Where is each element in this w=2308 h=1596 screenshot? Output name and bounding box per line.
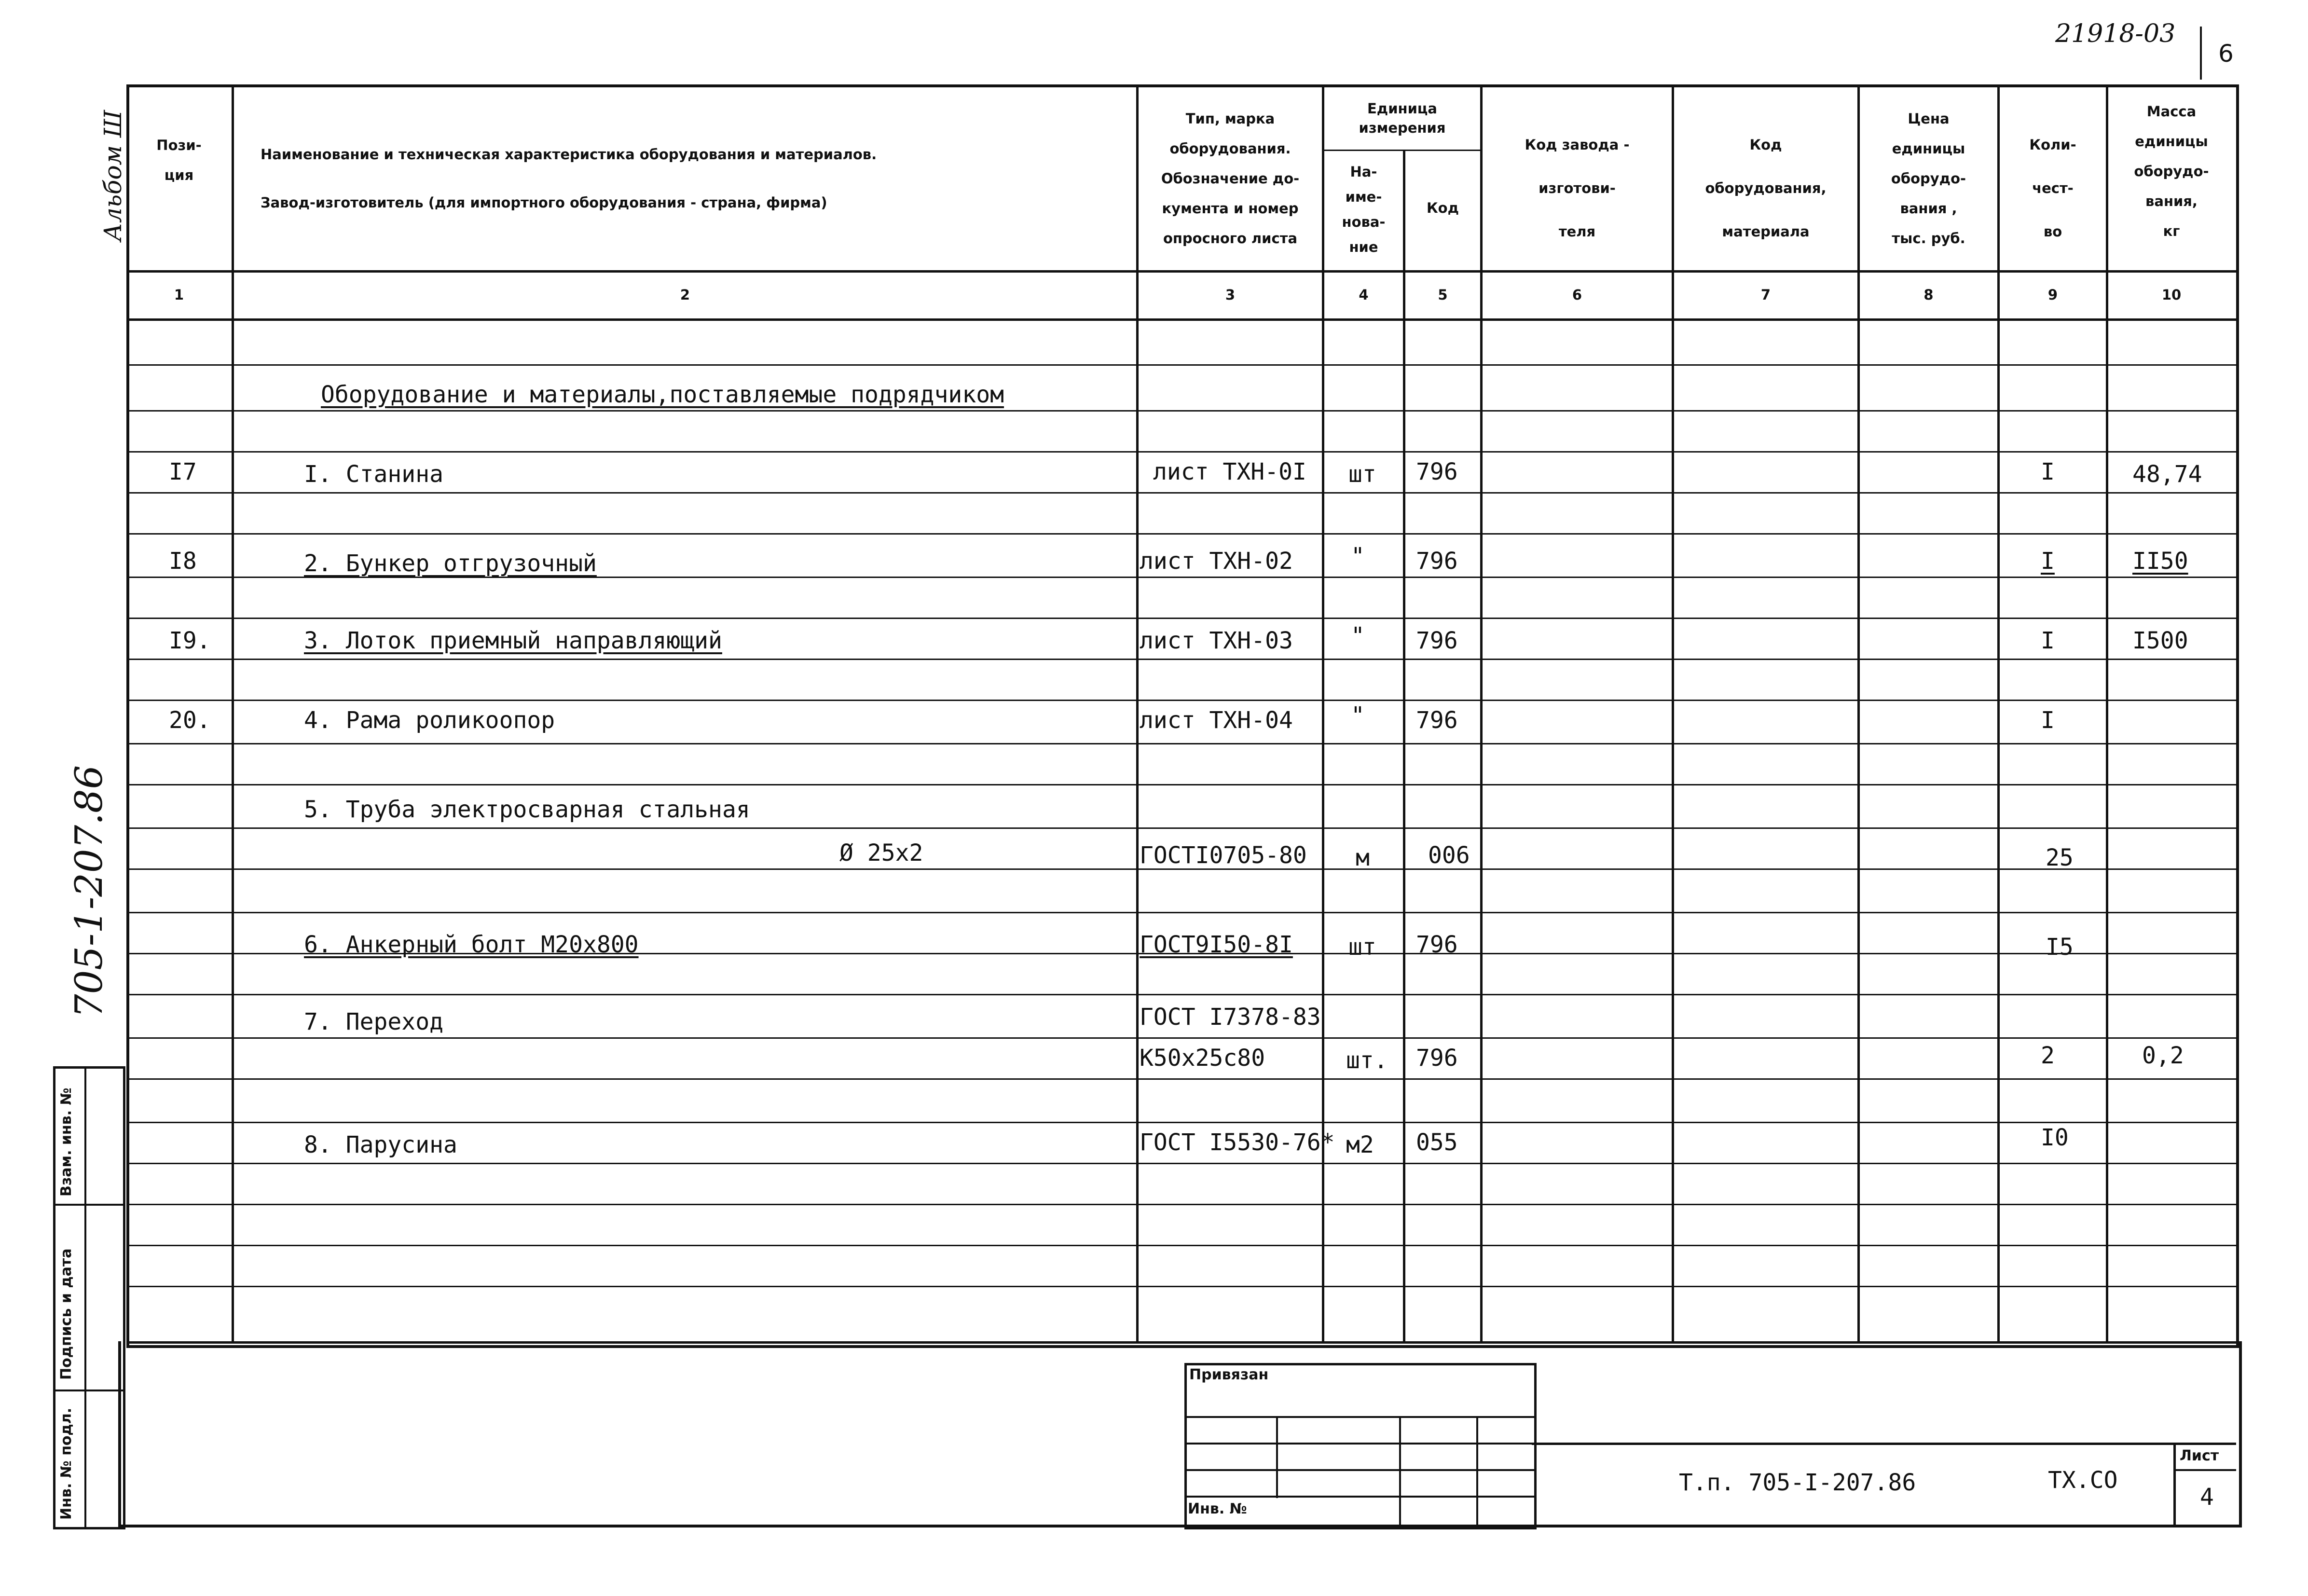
row-6-name: Ø 25x2 bbox=[839, 839, 923, 867]
row-9-type: К50х25с80 bbox=[1140, 1045, 1265, 1072]
album-label: Альбом Ш bbox=[99, 110, 127, 241]
row-2-qty: I bbox=[2041, 548, 2055, 575]
row-7-name: 6. Анкерный болт М20х800 bbox=[304, 931, 639, 958]
row-4-code: 796 bbox=[1416, 707, 1458, 734]
row-5-name: 5. Труба электросварная стальная bbox=[304, 796, 750, 823]
row-2-code: 796 bbox=[1416, 548, 1458, 575]
row-6-unit: м bbox=[1356, 844, 1370, 871]
row-1-qty: I bbox=[2041, 458, 2055, 485]
header-type: Тип, марка оборудования. Обозначение до- кумента и номер опросного листа bbox=[1161, 110, 1300, 247]
row-1-name: I. Станина bbox=[304, 461, 443, 488]
colnum-4: 4 bbox=[1359, 287, 1369, 303]
row-8-name: 7. Переход bbox=[304, 1008, 443, 1035]
colnum-8: 8 bbox=[1923, 287, 1934, 303]
colnum-7: 7 bbox=[1760, 287, 1771, 303]
row-9-qty: 2 bbox=[2041, 1042, 2055, 1069]
header-unit: Единица измерения bbox=[1359, 100, 1446, 136]
sheet-label: Лист bbox=[2180, 1447, 2219, 1464]
header-qty: Коли- чест- во bbox=[2029, 137, 2076, 240]
row-9-unit: шт. bbox=[1346, 1047, 1388, 1074]
doc-number: Т.п. 705-I-207.86 bbox=[1679, 1469, 1916, 1496]
inv-number-label: Инв. № bbox=[1188, 1500, 1247, 1517]
strip-inv-podl: Инв. № подл. bbox=[58, 1407, 75, 1520]
row-6-qty: 25 bbox=[2046, 844, 2074, 871]
row-3-unit: " bbox=[1351, 622, 1365, 649]
row-3-name: 3. Лоток приемный направляющий bbox=[304, 627, 722, 654]
row-4-qty: I bbox=[2041, 707, 2055, 734]
row-4-name: 4. Рама роликоопор bbox=[304, 707, 555, 734]
header-unit-code: Код bbox=[1426, 200, 1459, 216]
colnum-10: 10 bbox=[2161, 287, 2182, 303]
row-6-type: ГОСТI0705-80 bbox=[1140, 842, 1307, 869]
header-unit-name: На- име- нова- ние bbox=[1342, 164, 1386, 255]
corner-divider bbox=[2200, 27, 2202, 80]
row-2-name: 2. Бункер отгрузочный bbox=[304, 550, 597, 577]
row-2-unit: " bbox=[1351, 543, 1365, 570]
header-position: Пози- ция bbox=[156, 137, 202, 183]
header-name: Наименование и техническая характеристика оборудования и материалов. Завод-изготовитель (для импортного оборудования - страна, фирма) bbox=[261, 146, 877, 211]
row-1-mass: 48,74 bbox=[2132, 461, 2202, 488]
bottom-frame bbox=[118, 1341, 2242, 1527]
row-3-qty: I bbox=[2041, 627, 2055, 654]
row-7-code: 796 bbox=[1416, 931, 1458, 958]
colnum-2: 2 bbox=[680, 287, 690, 303]
corner-code: 21918-03 bbox=[2055, 19, 2176, 48]
colnum-5: 5 bbox=[1438, 287, 1448, 303]
row-4-type: лист ТХН-04 bbox=[1140, 707, 1293, 734]
colnum-1: 1 bbox=[174, 287, 184, 303]
row-7-qty: I5 bbox=[2046, 934, 2074, 961]
row-1-pos: I7 bbox=[169, 458, 197, 485]
header-separator bbox=[126, 270, 2236, 273]
row-10-qty: I0 bbox=[2041, 1124, 2069, 1151]
colnum-3: 3 bbox=[1225, 287, 1236, 303]
colnum-9: 9 bbox=[2047, 287, 2058, 303]
row-4-unit: " bbox=[1351, 702, 1365, 729]
row-10-type: ГОСТ I5530-76* bbox=[1140, 1129, 1335, 1156]
row-10-unit: м2 bbox=[1346, 1131, 1374, 1158]
row-3-pos: I9. bbox=[169, 627, 211, 654]
section-title: Оборудование и материалы,поставляемые подрядчиком bbox=[321, 381, 1004, 408]
doc-code: ТХ.СО bbox=[2048, 1467, 2118, 1494]
row-2-pos: I8 bbox=[169, 548, 197, 575]
row-2-type: лист ТХН-02 bbox=[1140, 548, 1293, 575]
row-7-unit: шт bbox=[1348, 934, 1376, 961]
row-10-name: 8. Парусина bbox=[304, 1131, 457, 1158]
row-7-type: ГОСТ9I50-8I bbox=[1140, 931, 1293, 958]
row-6-code: 006 bbox=[1428, 842, 1470, 869]
colnum-separator bbox=[126, 318, 2236, 321]
header-mass: Масса единицы оборудо- вания, кг bbox=[2134, 103, 2209, 239]
strip-signature-date: Подпись и дата bbox=[58, 1248, 75, 1380]
row-3-code: 796 bbox=[1416, 627, 1458, 654]
row-10-code: 055 bbox=[1416, 1129, 1458, 1156]
strip-vzam-inv: Взам. инв. № bbox=[58, 1087, 75, 1197]
row-1-type: лист ТХН-0I bbox=[1153, 458, 1306, 485]
page-number: 6 bbox=[2218, 40, 2234, 68]
header-price: Цена единицы оборудо- вания , тыс. руб. bbox=[1891, 110, 1966, 247]
row-9-code: 796 bbox=[1416, 1045, 1458, 1072]
side-doc-number: 705-1-207.86 bbox=[68, 765, 111, 1018]
sheet-number: 4 bbox=[2200, 1484, 2214, 1511]
row-2-mass: II50 bbox=[2132, 548, 2188, 575]
colnum-6: 6 bbox=[1572, 287, 1582, 303]
privyazan-label: Привязан bbox=[1189, 1366, 1269, 1383]
row-1-unit: шт bbox=[1348, 461, 1376, 488]
row-4-pos: 20. bbox=[169, 707, 211, 734]
row-1-code: 796 bbox=[1416, 458, 1458, 485]
row-8-type: ГОСТ I7378-83 bbox=[1140, 1004, 1321, 1031]
row-3-mass: I500 bbox=[2132, 627, 2188, 654]
row-3-type: лист ТХН-03 bbox=[1140, 627, 1293, 654]
header-plant-code: Код завода - изготови- теля bbox=[1525, 137, 1630, 240]
header-equip-code: Код оборудования, материала bbox=[1705, 137, 1827, 240]
row-9-mass: 0,2 bbox=[2142, 1042, 2184, 1069]
